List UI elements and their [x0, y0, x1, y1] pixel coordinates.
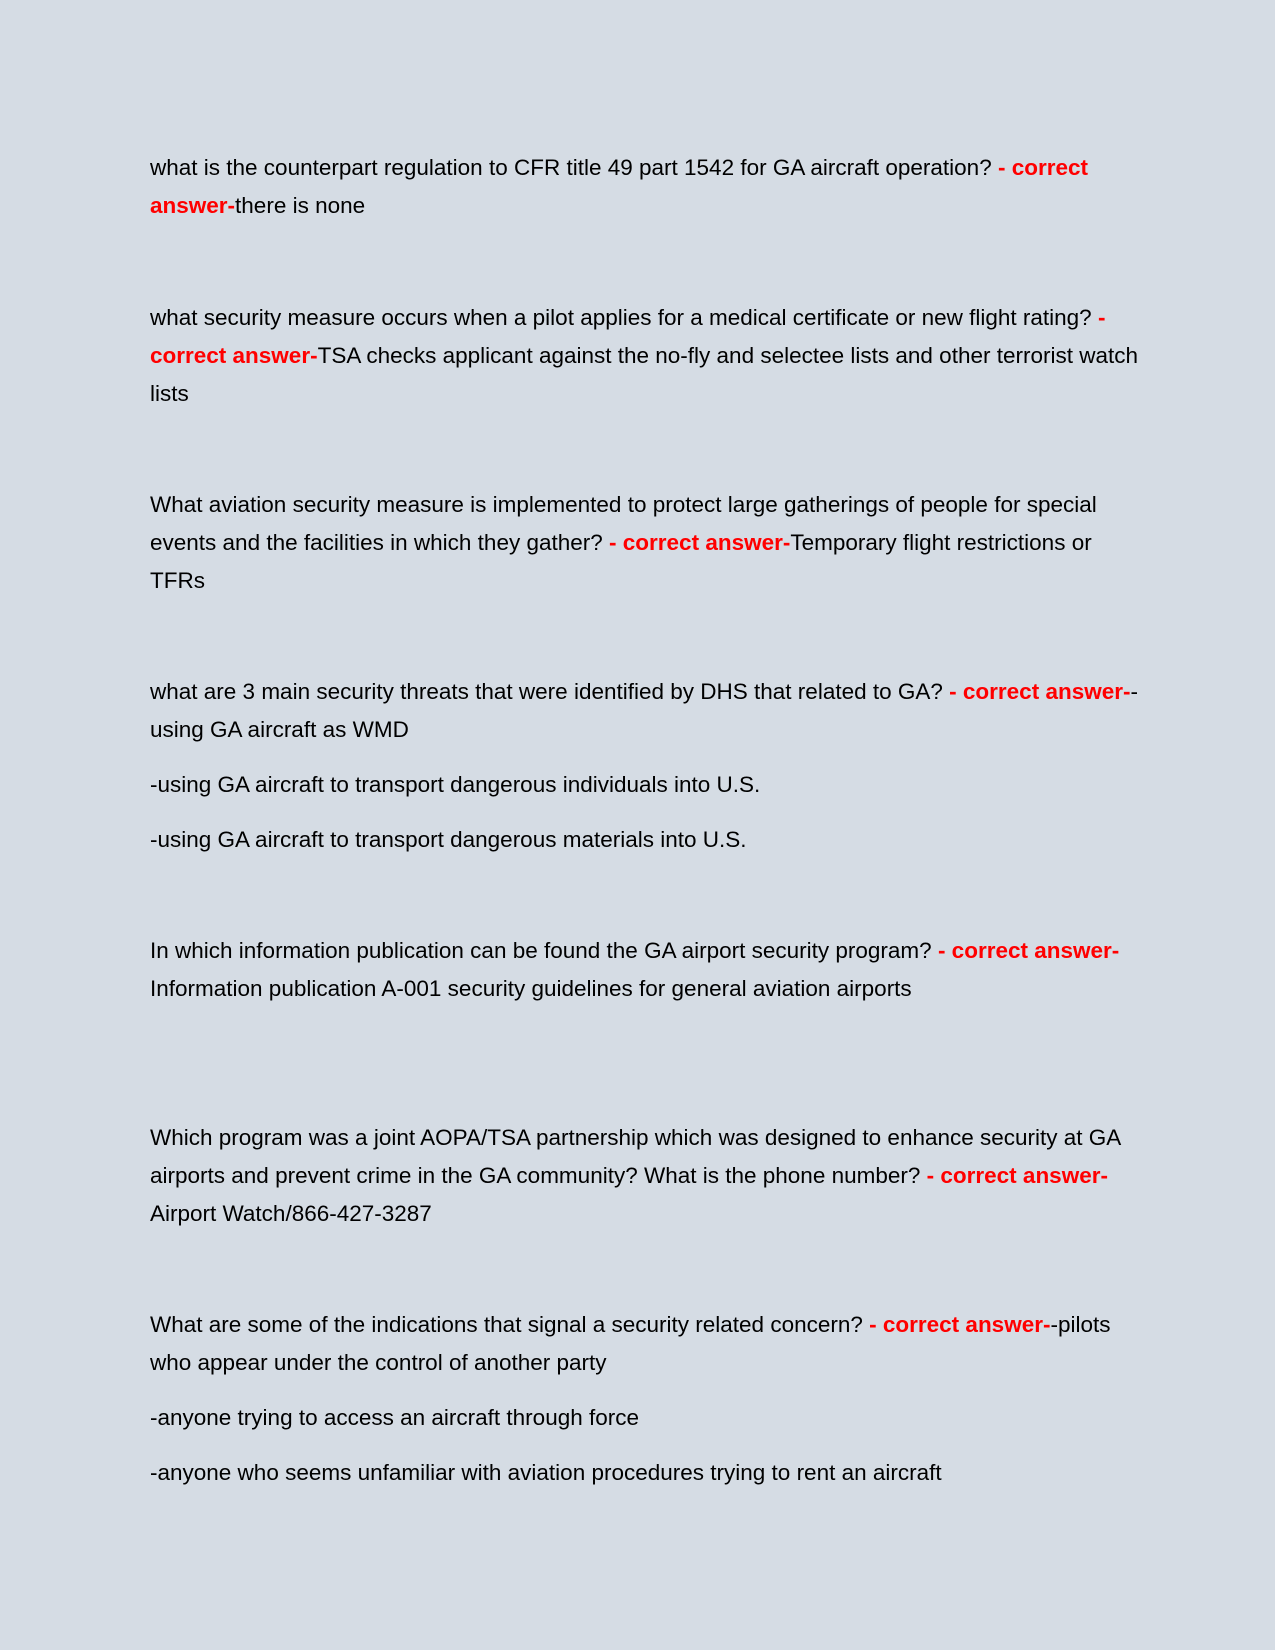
answer-text: TSA checks applicant against the no-fly and selectee lists and other terrorist watch lists — [150, 343, 1139, 406]
answer-text: -pilots who appear under the control of another party — [150, 1312, 1111, 1375]
qa-paragraph — [150, 673, 1140, 749]
question-text: What are some of the indications that signal a security related concern? — [150, 1312, 870, 1337]
qa-item — [150, 1119, 1140, 1233]
question-text: What aviation security measure is implemented to protect large gatherings of people for special events and the facilities in which they gather? — [150, 492, 1097, 555]
qa-paragraph — [150, 1119, 1140, 1233]
question-text: what security measure occurs when a pilot applies for a medical certificate or new flight rating? — [150, 305, 1098, 330]
question-text: what is the counterpart regulation to CFR title 49 part 1542 for GA aircraft operation? — [150, 155, 998, 180]
correct-answer-marker: - correct answer- — [949, 679, 1131, 704]
qa-paragraph — [150, 299, 1140, 413]
correct-answer-marker: - correct answer- — [926, 1163, 1108, 1188]
qa-item — [150, 149, 1140, 225]
answer-list-item: -using GA aircraft to transport dangerous materials into U.S. — [150, 827, 747, 852]
question-text: In which information publication can be found the GA airport security program? — [150, 938, 938, 963]
qa-paragraph — [150, 932, 1140, 1008]
correct-answer-marker: - correct answer- — [869, 1312, 1051, 1337]
answer-list-item: -anyone trying to access an aircraft through force — [150, 1405, 640, 1430]
qa-item — [150, 486, 1140, 600]
answer-text: Airport Watch/866-427-3287 — [150, 1201, 432, 1226]
answer-text: there is none — [235, 193, 366, 218]
answer-text: -using GA aircraft as WMD — [150, 679, 1138, 742]
correct-answer-marker: - correct answer- — [150, 305, 1106, 368]
qa-paragraph — [150, 486, 1140, 600]
question-text: Which program was a joint AOPA/TSA partnership which was designed to enhance security at GA airports and prevent crime in the GA community? What is the phone number? — [150, 1125, 1121, 1188]
answer-list-item: -anyone who seems unfamiliar with aviation procedures trying to rent an aircraft — [150, 1460, 942, 1485]
qa-item — [150, 673, 1140, 859]
correct-answer-marker: - correct answer- — [150, 155, 1089, 218]
answer-text: Information publication A-001 security guidelines for general aviation airports — [150, 976, 912, 1001]
qa-item — [150, 299, 1140, 413]
qa-paragraph — [150, 1306, 1140, 1382]
answer-list-item: -using GA aircraft to transport dangerous individuals into U.S. — [150, 772, 761, 797]
correct-answer-marker: - correct answer- — [609, 530, 791, 555]
qa-paragraph — [150, 149, 1140, 225]
qa-item — [150, 1306, 1140, 1492]
question-text: what are 3 main security threats that were identified by DHS that related to GA? — [150, 679, 950, 704]
answer-text: Temporary flight restrictions or TFRs — [150, 530, 1092, 593]
qa-item — [150, 932, 1140, 1008]
correct-answer-marker: - correct answer- — [937, 938, 1120, 963]
